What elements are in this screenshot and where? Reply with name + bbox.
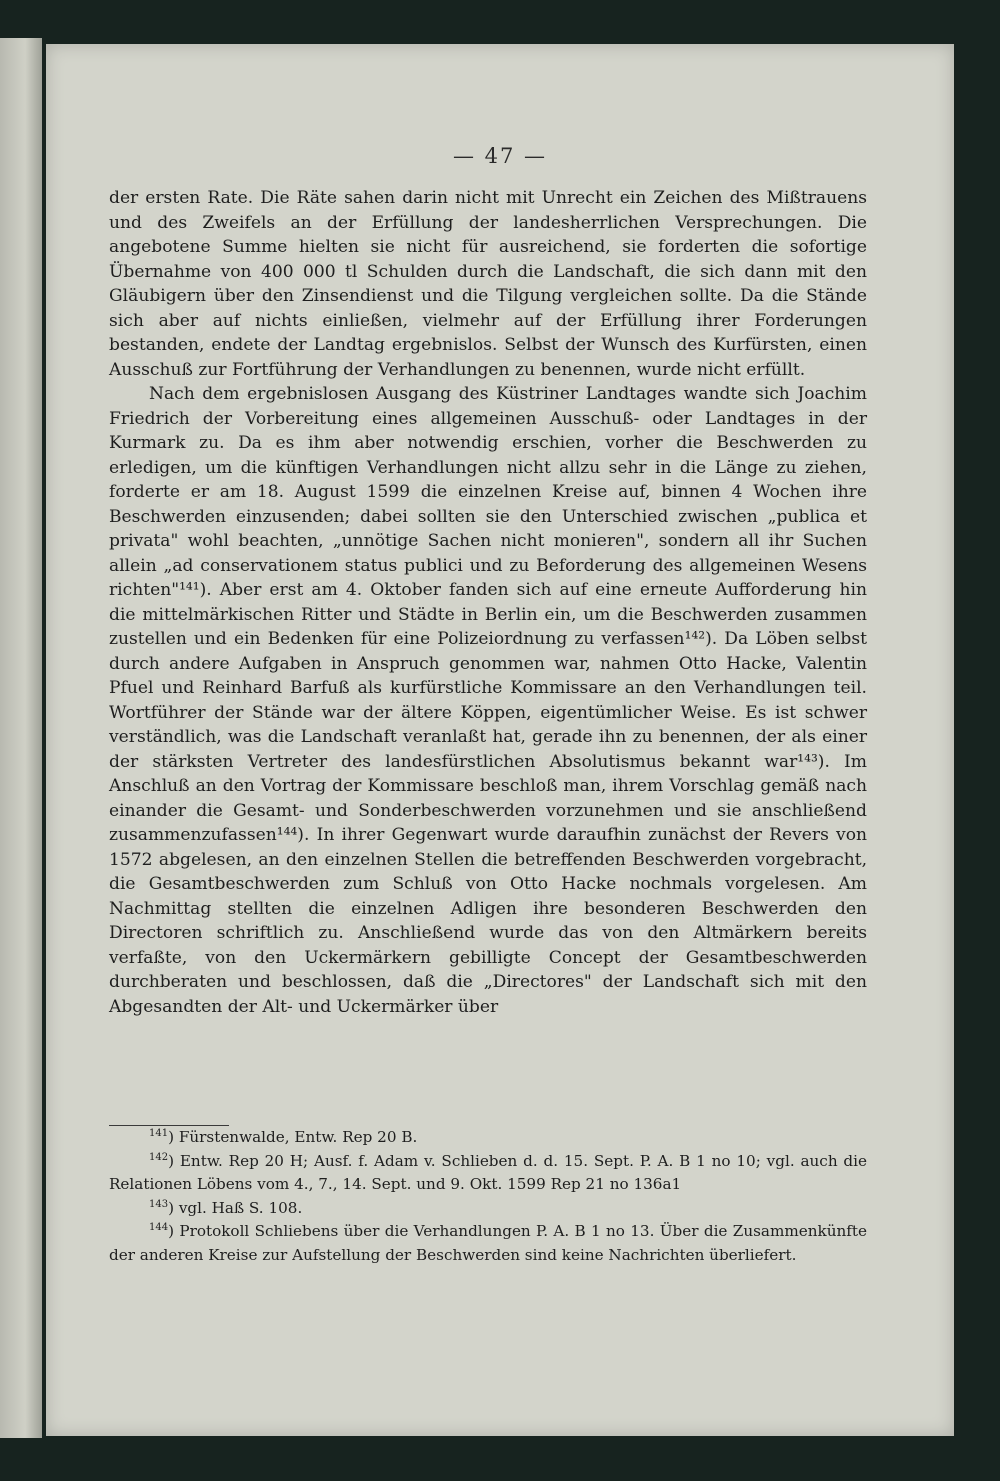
footnote [109, 1126, 867, 1150]
footnote [109, 1197, 867, 1221]
footnote-text: ) Fürstenwalde, Entw. Rep 20 B. [168, 1128, 418, 1146]
footnote-text: ) Entw. Rep 20 H; Ausf. f. Adam v. Schlieben d. d. 15. Sept. P. A. B 1 no 10; vgl. auch die Relationen Löbens vom 4., 7., 14. Sept. und 9. Okt. 1599 Rep 21 no 136a1 [109, 1151, 867, 1193]
page-number: — 47 — [452, 144, 548, 168]
footnote-text: ) vgl. Haß S. 108. [168, 1198, 303, 1217]
footnote-number: 142 [149, 1151, 169, 1163]
book-page [46, 44, 954, 1436]
footnote-number: 143 [149, 1198, 169, 1210]
footnote [109, 1150, 867, 1197]
body-text [109, 186, 867, 1019]
paragraph-2: Nach dem ergebnislosen Ausgang des Küstriner Landtages wandte sich Joachim Friedrich der Vorbereitung eines allgemeinen Ausschuß- oder Landtages in der Kurmark zu. Da es ihm aber notwendig erschien, vorher die Beschwerden zu erledigen, um die künftigen Verhandlungen nicht allzu sehr in die Länge zu ziehen, forderte er am 18. August 1599 die einzelnen Kreise auf, binnen 4 Wochen ihre Beschwerden einzusenden; dabei sollten sie den Unterschied zwischen „publica et privata" wohl beachten, „unnötige Sachen nicht monieren", sondern all ihr Suchen allein „ad conservationem status publici und zu Beforderung des allgemeinen Wesens richten"¹⁴¹). Aber erst am 4. Oktober fanden sich auf eine erneute Aufforderung hin die mittelmärkischen Ritter und Städte in Berlin ein, um die Beschwerden zusammen zustellen und ein Bedenken für eine Polizeiordnung zu verfassen¹⁴²). Da Löben selbst durch andere Aufgaben in Anspruch genommen war, nahmen Otto Hacke, Valentin Pfuel und Reinhard Barfuß als kurfürstliche Kommissare an den Verhandlungen teil. Wortführer der Stände war der ältere Köppen, eigentümlicher Weise. Es ist schwer verständlich, was die Landschaft veranlaßt hat, gerade ihn zu benennen, der als einer der stärksten Vertreter des landesfürstlichen Absolutismus bekannt war¹⁴³). Im Anschluß an den Vortrag der Kommissare beschloß man, ihrem Vorschlag gemäß nach einander die Gesamt- und Sonderbeschwerden vorzunehmen und sie anschließend zusammenzufassen¹⁴⁴). In ihrer Gegenwart wurde daraufhin zunächst der Revers von 1572 abgelesen, an den einzelnen Stellen die betreffenden Beschwerden vorgebracht, die Gesamtbeschwerden zum Schluß von Otto Hacke nochmals vorgelesen. Am Nachmittag stellten die einzelnen Adligen ihre besonderen Beschwerden den Directoren schriftlich zu. Anschließend wurde das von den Altmärkern bereits verfaßte, von den Uckermärkern gebilligte Concept der Gesamtbeschwerden durchberaten und beschlossen, daß die „Directores" der Landschaft sich mit den Abgesandten der Alt- und Uckermärker über [109, 384, 867, 1017]
footnote [109, 1220, 867, 1267]
footnotes [109, 1126, 867, 1267]
footnote-number: 144 [149, 1221, 169, 1233]
paragraph-1: der ersten Rate. Die Räte sahen darin nicht mit Unrecht ein Zeichen des Mißtrauens und des Zweifels an der Erfüllung der landesherrlichen Versprechungen. Die angebotene Summe hielten sie nicht für ausreichend, sie forderten die sofortige Übernahme von 400 000 tl Schulden durch die Landschaft, die sich dann mit den Gläubigern über den Zinsendienst und die Tilgung vergleichen sollte. Da die Stände sich aber auf nichts einließen, vielmehr auf der Erfüllung ihrer Forderungen bestanden, endete der Landtag ergebnislos. Selbst der Wunsch des Kurfürsten, einen Ausschuß zur Fortführung der Verhandlungen zu benennen, wurde nicht erfüllt. [109, 188, 867, 380]
previous-page-edge [0, 38, 42, 1438]
footnote-number: 141 [149, 1127, 169, 1139]
footnote-text: ) Protokoll Schliebens über die Verhandlungen P. A. B 1 no 13. Über die Zusammenkünfte der anderen Kreise zur Aufstellung der Beschwerden sind keine Nachrichten überliefert. [109, 1222, 867, 1264]
